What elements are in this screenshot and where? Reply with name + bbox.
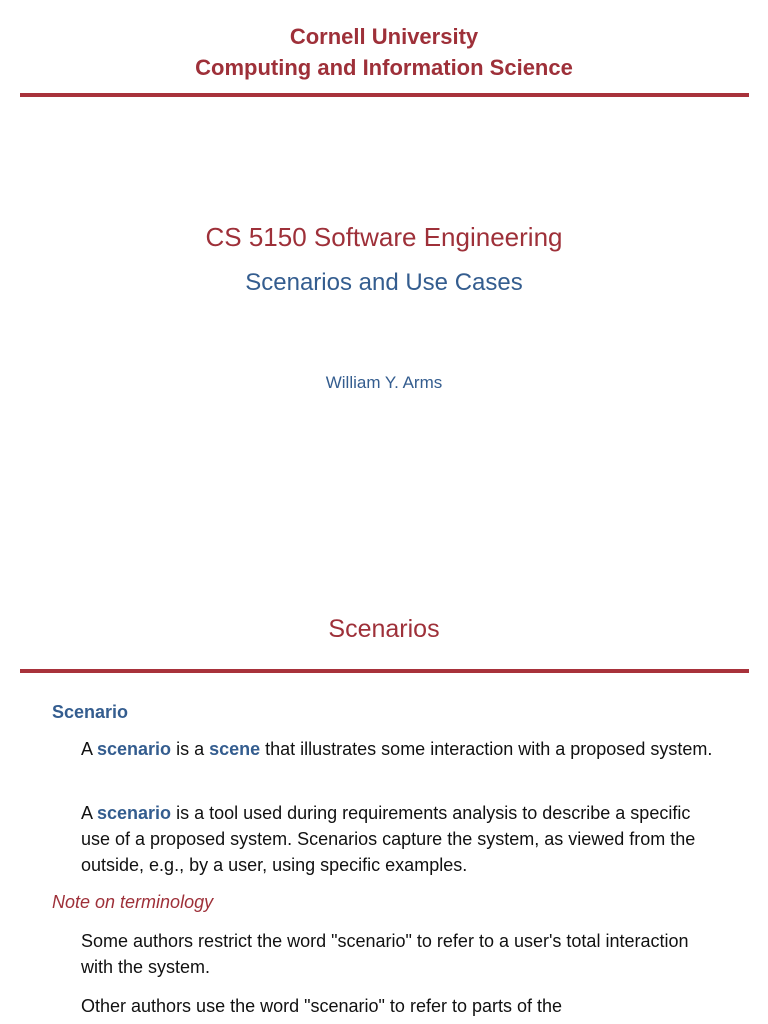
paragraph-scenario-definition [81, 736, 721, 762]
course-title: CS 5150 Software Engineering [205, 222, 563, 252]
p2-text-a: A [81, 803, 98, 823]
paragraph-terminology-other: Other authors use the word "scenario" to refer to parts of the [81, 996, 563, 1016]
term-scenario: scenario [97, 803, 172, 823]
p2-text-b: is a tool used during requirements analysis to describe a specific use of a proposed system. Scenarios capture the system, as viewed from the outside, e.g., by a user, using specific examples. [81, 803, 696, 875]
department-name: Computing and Information Science [195, 55, 573, 80]
content-heading: Scenario [52, 702, 129, 722]
term-scene: scene [209, 739, 261, 759]
section-rule [20, 669, 749, 673]
header-rule [20, 93, 749, 97]
p1-text-c: that illustrates some interaction with a proposed system. [260, 739, 713, 759]
section-title: Scenarios [328, 615, 440, 643]
paragraph-terminology-restrict: Some authors restrict the word "scenario" to refer to a user's total interaction with the system. [81, 931, 689, 977]
p1-text-a: A [81, 739, 98, 759]
university-name: Cornell University [289, 24, 479, 49]
p1-text-b: is a [171, 739, 210, 759]
term-scenario: scenario [97, 739, 172, 759]
lecture-title: Scenarios and Use Cases [245, 269, 523, 296]
paragraph-scenario-tool [81, 800, 721, 878]
author-name: William Y. Arms [325, 373, 443, 392]
note-heading: Note on terminology [52, 892, 214, 912]
